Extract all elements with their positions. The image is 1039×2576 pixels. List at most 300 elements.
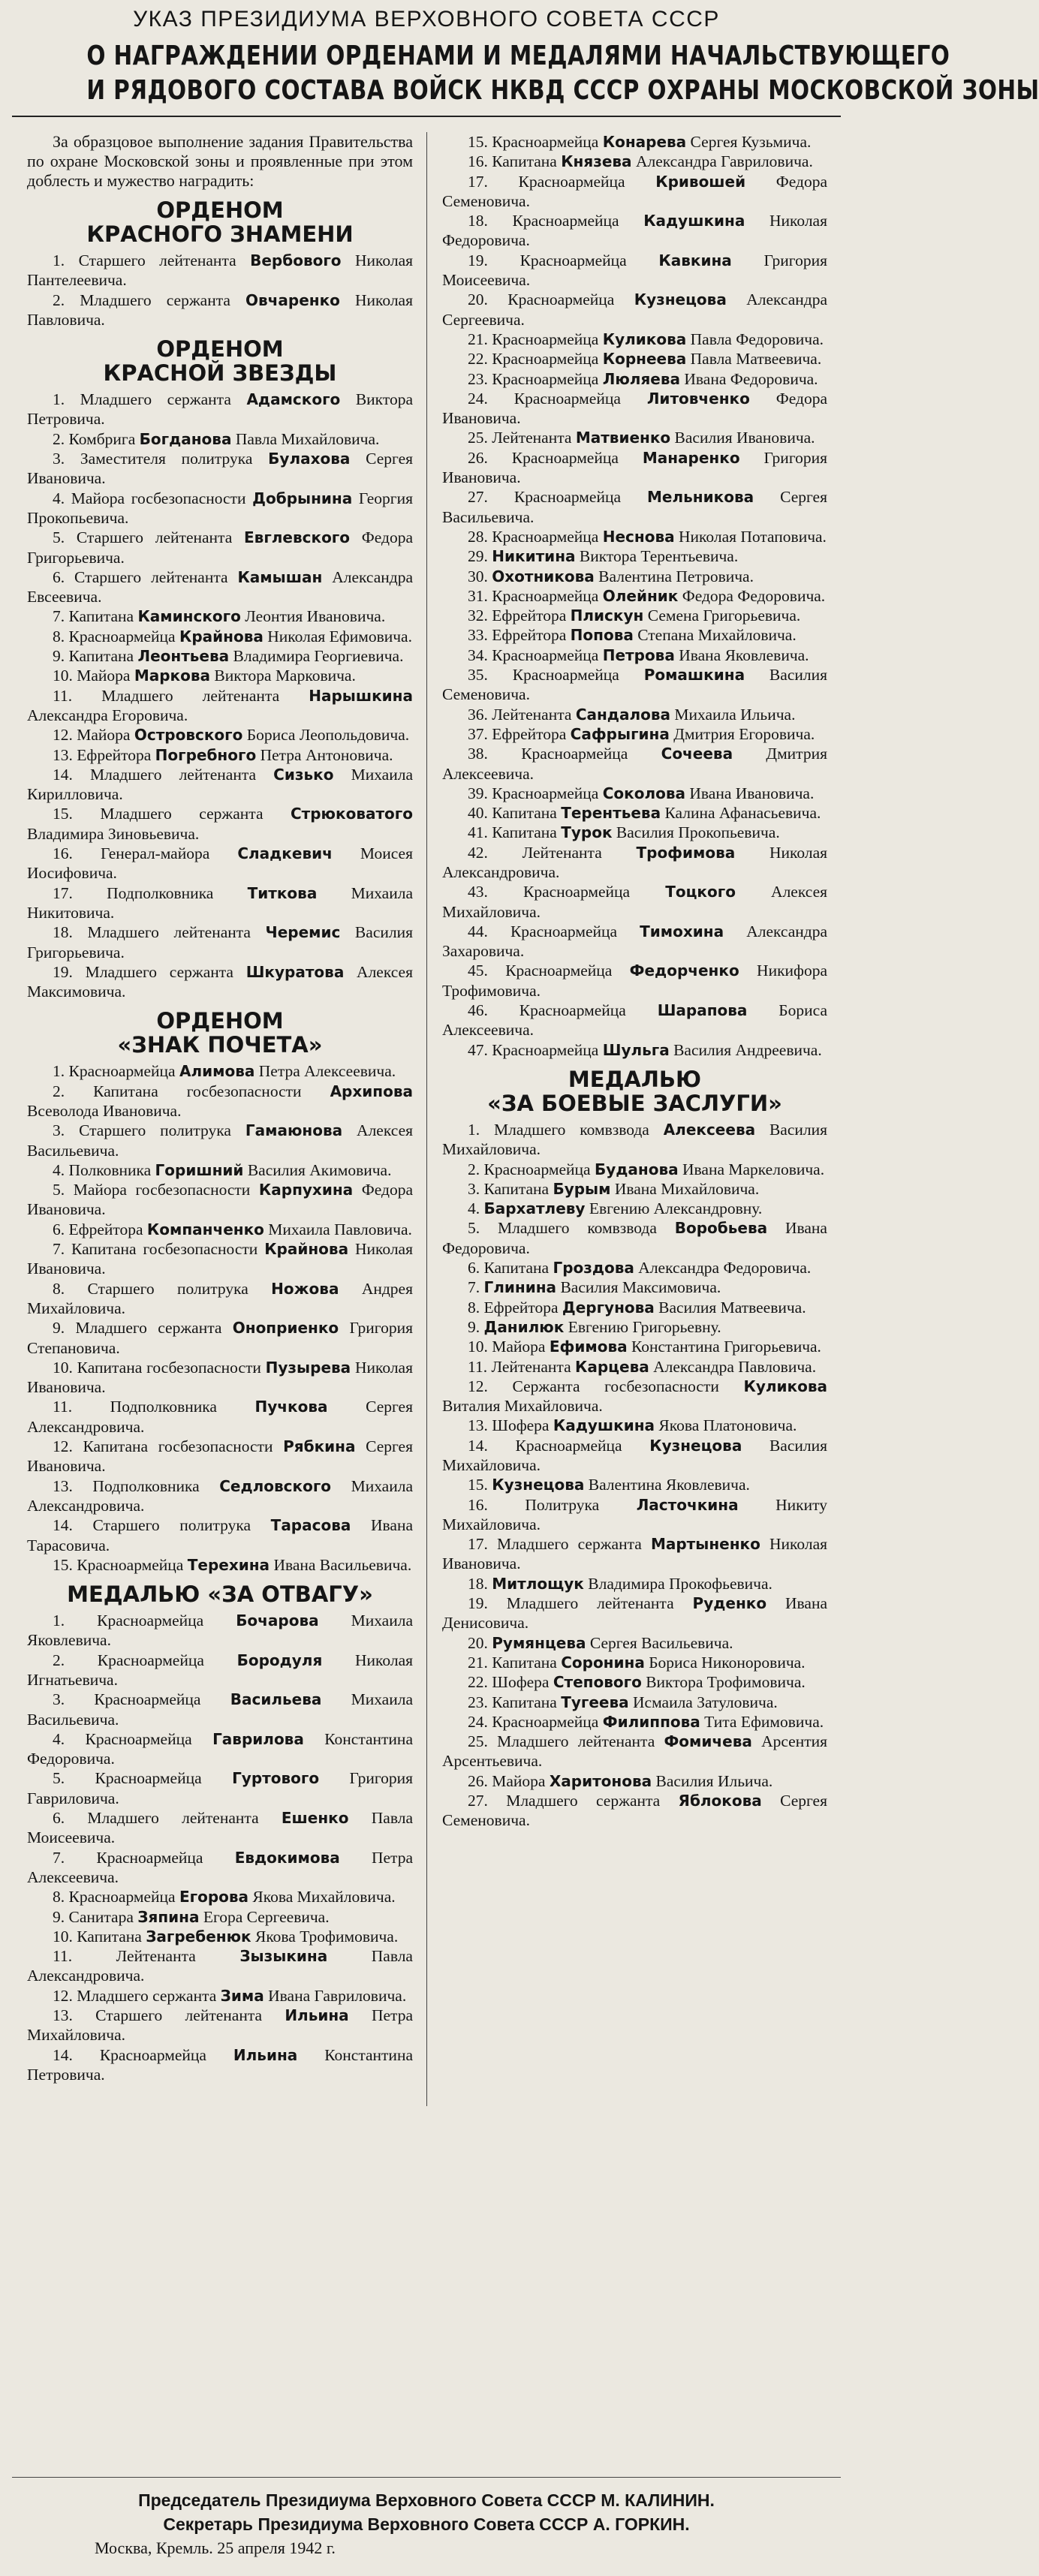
entry-given-names: Сергея Васильевича. <box>586 1633 733 1652</box>
award-entry <box>27 1180 413 1220</box>
award-entry <box>442 369 827 389</box>
award-entry <box>27 1160 413 1180</box>
entry-rank: 6. Младшего лейтенанта <box>53 1809 282 1828</box>
entry-rank: 11. Лейтенанта <box>53 1947 240 1966</box>
entry-rank: 3. Старшего политрука <box>53 1121 245 1140</box>
entry-rank: 14. Старшего политрука <box>53 1516 271 1535</box>
decree-heading: УКАЗ ПРЕЗИДИУМА ВЕРХОВНОГО СОВЕТА СССР <box>133 7 720 32</box>
entry-surname: Ефимова <box>549 1338 628 1356</box>
entry-surname: Евглевского <box>244 528 350 547</box>
entry-given-names: Андрея Михайловича. <box>27 1279 413 1317</box>
entry-surname: Шарапова <box>657 1001 748 1020</box>
entry-surname: Плискун <box>570 606 644 625</box>
entry-rank: 7. Капитана госбезопасности <box>53 1240 265 1259</box>
award-entry <box>442 152 827 171</box>
award-entry <box>27 1397 413 1437</box>
entry-given-names: Николая Александровича. <box>442 843 828 881</box>
left-column <box>12 132 426 2106</box>
entry-surname: Седловского <box>219 1476 332 1495</box>
entry-rank: 31. Красноармейца <box>468 586 603 605</box>
entry-surname: Карпухина <box>258 1181 354 1199</box>
entry-given-names: Алексея Максимовича. <box>27 962 413 1001</box>
entry-surname: Алимова <box>179 1062 255 1081</box>
entry-surname: Олейник <box>602 586 679 605</box>
award-entry <box>442 1317 827 1337</box>
entry-surname: Черемис <box>265 923 341 942</box>
entry-rank: 1. Красноармейца <box>53 1612 236 1630</box>
entry-rank: 3. Капитана <box>468 1179 553 1198</box>
entry-rank: 5. Младшего комвзвода <box>468 1219 675 1238</box>
entry-rank: 37. Ефрейтора <box>468 724 571 743</box>
award-entry <box>27 1611 413 1651</box>
section-title-combat-merit <box>442 1067 827 1115</box>
entry-rank: 8. Красноармейца <box>53 627 179 646</box>
entry-given-names: Павла Михайловича. <box>231 429 380 448</box>
award-entry <box>27 1848 413 1888</box>
entry-given-names: Дмитрия Алексеевича. <box>442 745 827 783</box>
entry-rank: 39. Красноармейца <box>468 784 603 802</box>
entry-given-names: Якова Михайловича. <box>248 1888 396 1906</box>
entry-surname: Терехина <box>187 1555 270 1574</box>
intro-paragraph: За образцовое выполнение задания Правительства по охране Московской зоны и проявленные при этом доблесть и мужество наградить: <box>27 132 413 190</box>
entry-given-names: Михаила Васильевича. <box>27 1690 413 1729</box>
award-entry <box>27 844 413 883</box>
entry-surname: Горишний <box>155 1160 244 1179</box>
entry-surname: Сизько <box>273 765 334 784</box>
award-entry <box>27 290 413 330</box>
entry-rank: 2. Красноармейца <box>53 1651 237 1669</box>
entry-rank: 41. Капитана <box>468 823 562 842</box>
section-title-red-star <box>27 337 413 385</box>
entry-rank: 34. Красноармейца <box>468 646 603 664</box>
entry-rank: 22. Красноармейца <box>468 350 603 369</box>
award-entry <box>442 1495 827 1535</box>
entry-surname: Куликова <box>743 1377 827 1395</box>
entry-surname: Островского <box>134 726 243 745</box>
award-entry <box>27 1887 413 1906</box>
section-title-line: ОРДЕНОМ <box>156 336 284 363</box>
award-entry <box>27 922 413 962</box>
entry-surname: Петрова <box>602 646 675 664</box>
entry-rank: 16. Генерал-майора <box>53 844 238 863</box>
entry-given-names: Никифора Трофимовича. <box>442 961 827 1000</box>
award-entry <box>27 765 413 805</box>
list-bravery-continued <box>442 132 827 1060</box>
entry-given-names: Исмаила Затуловича. <box>628 1693 778 1711</box>
award-entry <box>442 1593 827 1633</box>
section-title-line: «ЗА БОЕВЫЕ ЗАСЛУГИ» <box>487 1090 782 1116</box>
award-entry <box>442 349 827 369</box>
award-entry <box>442 290 827 330</box>
entry-rank: 20. Красноармейца <box>468 290 634 309</box>
columns <box>12 132 841 2106</box>
entry-surname: Тоцкого <box>665 883 736 901</box>
award-entry <box>27 627 413 646</box>
award-entry <box>27 1946 413 1986</box>
entry-given-names: Моисея Иосифовича. <box>27 844 413 883</box>
entry-rank: 16. Капитана <box>468 152 562 171</box>
entry-rank: 20. <box>468 1633 492 1652</box>
entry-given-names: Тита Ефимовича. <box>700 1712 824 1731</box>
award-entry <box>27 1082 413 1121</box>
entry-given-names: Петра Михайловича. <box>27 2006 413 2045</box>
entry-given-names: Никиту Михайловича. <box>442 1495 827 1533</box>
entry-rank: 22. Шофера <box>468 1673 553 1692</box>
entry-given-names: Ивана Денисовича. <box>442 1594 827 1633</box>
entry-given-names: Константина Григорьевича. <box>627 1338 821 1356</box>
entry-rank: 36. Лейтенанта <box>468 705 576 724</box>
entry-rank: 4. <box>468 1199 484 1218</box>
entry-surname: Бородуля <box>236 1651 323 1669</box>
entry-given-names: Сергея Семеновича. <box>442 1792 827 1830</box>
entry-given-names: Александра Сергеевича. <box>442 290 827 329</box>
entry-surname: Ильина <box>285 2006 349 2025</box>
entry-given-names: Семена Григорьевича. <box>643 606 801 625</box>
entry-given-names: Николая Игнатьевича. <box>27 1651 413 1689</box>
award-entry <box>442 586 827 606</box>
entry-given-names: Михаила Яковлевича. <box>27 1612 413 1650</box>
entry-rank: 30. <box>468 567 492 585</box>
entry-surname: Бочарова <box>236 1612 319 1630</box>
signatures <box>12 2477 841 2571</box>
entry-given-names: Василия Михайловича. <box>442 1436 827 1474</box>
list-bravery <box>27 1611 413 2084</box>
entry-given-names: Степана Михайловича. <box>633 626 797 645</box>
section-title-line: «ЗНАК ПОЧЕТА» <box>117 1032 323 1058</box>
entry-rank: 11. Подполковника <box>53 1398 255 1416</box>
award-entry <box>442 1040 827 1060</box>
section-title-line: КРАСНОЙ ЗВЕЗДЫ <box>103 360 337 387</box>
entry-rank: 19. Красноармейца <box>468 251 659 269</box>
entry-rank: 15. Красноармейца <box>468 133 603 151</box>
section-title-bravery <box>27 1582 413 1606</box>
entry-surname: Сочеева <box>661 745 733 763</box>
entry-surname: Вербового <box>250 251 342 269</box>
entry-given-names: Григория Моисеевича. <box>442 251 827 290</box>
award-entry <box>27 1437 413 1476</box>
entry-given-names: Александра Егоровича. <box>27 706 188 724</box>
award-entry <box>442 527 827 546</box>
entry-rank: 25. Младшего лейтенанта <box>468 1732 664 1751</box>
entry-given-names: Григория Гавриловича. <box>27 1769 413 1807</box>
entry-surname: Кадушкина <box>553 1416 655 1435</box>
entry-rank: 26. Майора <box>468 1771 550 1790</box>
entry-given-names: Федора Федоровича. <box>678 586 826 605</box>
entry-surname: Загребенюк <box>146 1927 251 1946</box>
section-title-line: ОРДЕНОМ <box>156 197 284 223</box>
entry-given-names: Федора Семеновича. <box>442 172 827 210</box>
entry-surname: Степового <box>553 1673 642 1692</box>
entry-surname: Сладкевич <box>237 844 333 863</box>
award-entry <box>442 1337 827 1356</box>
award-entry <box>27 251 413 290</box>
entry-given-names: Евгению Александровну. <box>585 1199 763 1218</box>
entry-given-names: Виктора Терентьевича. <box>575 547 739 566</box>
entry-rank: 38. Красноармейца <box>468 745 661 763</box>
award-entry <box>27 745 413 765</box>
entry-rank: 5. Красноармейца <box>53 1769 233 1788</box>
award-entry <box>442 448 827 488</box>
list-badge-honor <box>27 1061 413 1575</box>
entry-given-names: Василия Андреевича. <box>669 1040 822 1059</box>
award-entry <box>27 666 413 685</box>
decree-title <box>86 39 1039 108</box>
entry-given-names: Федора Григорьевича. <box>27 528 413 567</box>
entry-given-names: Сергея Ивановича. <box>27 1437 413 1476</box>
entry-rank: 13. Подполковника <box>53 1476 220 1495</box>
entry-surname: Кузнецова <box>634 290 727 309</box>
award-entry <box>442 1633 827 1653</box>
entry-rank: 12. Сержанта госбезопасности <box>468 1377 744 1395</box>
entry-rank: 47. Красноармейца <box>468 1040 603 1059</box>
entry-rank: 45. Красноармейца <box>468 961 630 980</box>
entry-given-names: Константина Петровича. <box>27 2045 413 2084</box>
entry-given-names: Михаила Ильича. <box>670 705 796 724</box>
entry-rank: 15. Красноармейца <box>53 1555 188 1574</box>
award-entry <box>27 646 413 666</box>
entry-surname: Алексеева <box>663 1120 756 1139</box>
entry-given-names: Петра Антоновича. <box>256 745 393 764</box>
award-entry <box>27 1476 413 1516</box>
entry-given-names: Ивана Михайловича. <box>610 1179 760 1198</box>
entry-rank: 16. Политрука <box>468 1495 637 1514</box>
entry-given-names: Павла Моисеевича. <box>27 1809 413 1847</box>
entry-rank: 6. Капитана <box>468 1259 553 1277</box>
entry-surname: Добрынина <box>252 489 353 507</box>
entry-rank: 21. Красноармейца <box>468 330 603 348</box>
entry-given-names: Александра Гавриловича. <box>631 152 813 171</box>
award-entry <box>442 1258 827 1277</box>
entry-surname: Кузнецова <box>649 1436 742 1455</box>
award-entry <box>442 172 827 212</box>
section-title-line: МЕДАЛЬЮ «ЗА ОТВАГУ» <box>67 1581 373 1608</box>
entry-rank: 11. Младшего лейтенанта <box>53 686 309 705</box>
entry-given-names: Валентина Петровича. <box>594 567 754 585</box>
entry-rank: 6. Ефрейтора <box>53 1220 147 1238</box>
entry-rank: 2. Комбрига <box>53 429 140 448</box>
entry-given-names: Алексея Васильевича. <box>27 1121 414 1160</box>
entry-rank: 17. Подполковника <box>53 883 248 902</box>
award-entry <box>27 528 413 567</box>
award-entry <box>442 1693 827 1712</box>
entry-surname: Литовченко <box>646 389 750 408</box>
entry-surname: Мельникова <box>647 488 754 507</box>
award-entry <box>27 390 413 429</box>
entry-given-names: Евгению Григорьевну. <box>564 1317 721 1336</box>
entry-surname: Маркова <box>134 667 211 685</box>
entry-rank: 18. <box>468 1574 492 1593</box>
entry-given-names: Василия Прокопьевича. <box>612 823 780 842</box>
decree-title-line-1: О НАГРАЖДЕНИИ ОРДЕНАМИ И МЕДАЛЯМИ НАЧАЛЬСТВУЮЩЕГО <box>86 41 950 71</box>
entry-rank: 23. Капитана <box>468 1693 562 1711</box>
entry-surname: Федорченко <box>629 961 739 980</box>
award-entry <box>27 1121 413 1160</box>
entry-surname: Фомичева <box>664 1732 752 1751</box>
section-title-badge-honor <box>27 1009 413 1057</box>
award-entry <box>27 1986 413 2006</box>
award-entry <box>27 1690 413 1729</box>
entry-given-names: Виталия Михайловича. <box>442 1397 603 1416</box>
award-entry <box>27 962 413 1002</box>
entry-surname: Карцева <box>575 1357 649 1376</box>
award-entry <box>27 1808 413 1848</box>
entry-given-names: Владимира Прокофьевича. <box>583 1574 772 1593</box>
award-entry <box>442 1653 827 1672</box>
entry-rank: 43. Красноармейца <box>468 883 666 901</box>
entry-surname: Ласточкина <box>636 1495 739 1514</box>
entry-surname: Ешенко <box>281 1809 349 1828</box>
award-entry <box>442 1001 827 1040</box>
entry-surname: Тимохина <box>640 922 724 940</box>
entry-given-names: Александра Захаровича. <box>442 922 827 961</box>
entry-rank: 25. Лейтенанта <box>468 429 576 447</box>
entry-given-names: Бориса Леопольдовича. <box>242 726 410 745</box>
entry-surname: Шкуратова <box>245 962 345 981</box>
entry-given-names: Сергея Кузьмича. <box>686 133 812 151</box>
section-title-red-banner <box>27 198 413 246</box>
entry-rank: 15. <box>468 1476 492 1494</box>
entry-surname: Конарева <box>602 133 687 151</box>
entry-surname: Оноприенко <box>232 1319 339 1338</box>
entry-rank: 1. Красноармейца <box>53 1062 179 1081</box>
entry-given-names: Александра Евсеевича. <box>27 567 413 606</box>
entry-surname: Кузнецова <box>492 1476 585 1494</box>
award-entry <box>442 487 827 527</box>
entry-rank: 1. Младшего комвзвода <box>468 1120 664 1139</box>
entry-given-names: Михаила Кирилловича. <box>27 765 413 804</box>
entry-given-names: Ивана Ивановича. <box>685 784 815 802</box>
entry-given-names: Валентина Яковлевича. <box>584 1476 750 1494</box>
right-column <box>426 132 841 2106</box>
entry-given-names: Александра Павловича. <box>649 1357 817 1376</box>
entry-surname: Камышан <box>237 567 323 586</box>
entry-given-names: Дмитрия Егоровича. <box>669 724 815 743</box>
entry-surname: Люляева <box>602 369 680 388</box>
entry-given-names: Федора Ивановича. <box>27 1181 413 1219</box>
entry-surname: Гуртового <box>232 1769 320 1788</box>
entry-surname: Митлощук <box>492 1574 584 1593</box>
entry-given-names: Сергея Александровича. <box>27 1398 413 1436</box>
entry-surname: Погребного <box>155 745 257 764</box>
award-entry <box>27 686 413 726</box>
entry-rank: 40. Капитана <box>468 804 562 823</box>
award-entry <box>442 1574 827 1593</box>
entry-rank: 15. Младшего сержанта <box>53 805 291 823</box>
entry-rank: 14. Красноармейца <box>468 1436 650 1455</box>
entry-surname: Соколова <box>602 784 686 802</box>
section-title-line: ОРДЕНОМ <box>156 1008 284 1034</box>
award-entry <box>27 429 413 449</box>
entry-given-names: Владимира Зиновьевича. <box>27 824 200 843</box>
entry-given-names: Арсентия Арсентьевича. <box>442 1732 827 1771</box>
entry-surname: Соронина <box>561 1653 645 1672</box>
entry-rank: 42. Лейтенанта <box>468 843 637 862</box>
entry-rank: 3. Заместителя политрука <box>53 450 269 468</box>
award-entry <box>442 132 827 152</box>
entry-surname: Сандалова <box>575 705 670 724</box>
entry-given-names: Ивана Федоровича. <box>680 369 818 388</box>
entry-given-names: Георгия Прокопьевича. <box>27 489 413 527</box>
entry-surname: Воробьева <box>674 1219 768 1238</box>
entry-surname: Богданова <box>139 429 232 448</box>
award-entry <box>442 646 827 665</box>
entry-given-names: Василия Акимовича. <box>243 1160 392 1179</box>
award-entry <box>442 1298 827 1317</box>
entry-rank: 8. Старшего политрука <box>53 1279 272 1298</box>
award-entry <box>442 1160 827 1179</box>
award-entry <box>442 389 827 429</box>
entry-surname: Буданова <box>594 1160 679 1178</box>
award-entry <box>442 744 827 784</box>
entry-rank: 9. Капитана <box>53 647 138 666</box>
entry-surname: Шульга <box>602 1040 670 1059</box>
award-entry <box>442 1120 827 1160</box>
award-entry <box>442 665 827 705</box>
entry-rank: 28. Красноармейца <box>468 527 603 546</box>
entry-surname: Зима <box>220 1986 264 2005</box>
entry-rank: 10. Майора <box>53 667 134 685</box>
entry-surname: Пузырева <box>265 1358 351 1377</box>
award-entry <box>27 1768 413 1808</box>
entry-given-names: Бориса Никоноровича. <box>644 1653 806 1672</box>
entry-given-names: Павла Матвеевича. <box>686 350 822 369</box>
award-entry <box>27 2045 413 2085</box>
entry-rank: 27. Младшего сержанта <box>468 1792 679 1810</box>
entry-surname: Зяпина <box>137 1907 200 1926</box>
entry-rank: 4. Полковника <box>53 1160 155 1179</box>
entry-given-names: Михаила Павловича. <box>264 1220 412 1238</box>
entry-given-names: Петра Алексеевича. <box>27 1848 413 1886</box>
entry-surname: Титкова <box>247 883 318 902</box>
entry-rank: 3. Красноармейца <box>53 1690 230 1709</box>
entry-surname: Евдокимова <box>234 1848 340 1867</box>
entry-given-names: Ивана Гавриловича. <box>264 1986 407 2005</box>
entry-given-names: Василия Григорьевича. <box>27 923 413 961</box>
award-entry <box>442 567 827 586</box>
section-title-line: МЕДАЛЬЮ <box>568 1066 702 1092</box>
entry-given-names: Василия Михайловича. <box>442 1120 827 1159</box>
entry-rank: 10. Майора <box>468 1338 550 1356</box>
entry-surname: Дергунова <box>562 1298 655 1317</box>
entry-given-names: Василия Семеновича. <box>442 666 827 704</box>
award-entry <box>442 211 827 251</box>
entry-given-names: Николая Ивановича. <box>442 1535 828 1573</box>
entry-surname: Турок <box>561 823 613 842</box>
entry-given-names: Ивана Федоровича. <box>442 1219 827 1257</box>
entry-rank: 14. Младшего лейтенанта <box>53 765 274 784</box>
entry-given-names: Ивана Васильевича. <box>270 1555 412 1574</box>
entry-surname: Филиппова <box>602 1712 700 1731</box>
entry-rank: 14. Красноармейца <box>53 2045 233 2064</box>
entry-surname: Крайнова <box>264 1240 349 1259</box>
award-entry <box>442 1357 827 1377</box>
entry-surname: Глинина <box>483 1278 557 1297</box>
entry-rank: 32. Ефрейтора <box>468 606 571 625</box>
entry-surname: Трофимова <box>636 843 736 862</box>
header-rule <box>12 116 841 117</box>
entry-surname: Тугеева <box>561 1693 629 1711</box>
entry-rank: 21. Капитана <box>468 1653 562 1672</box>
entry-surname: Тарасова <box>270 1516 351 1535</box>
award-entry <box>27 489 413 528</box>
award-entry <box>27 1239 413 1279</box>
award-entry <box>442 1218 827 1258</box>
award-entry <box>442 1436 827 1476</box>
entry-given-names: Бориса Алексеевича. <box>442 1001 827 1040</box>
list-combat-merit <box>442 1120 827 1831</box>
award-entry <box>27 883 413 923</box>
award-entry <box>442 1179 827 1199</box>
